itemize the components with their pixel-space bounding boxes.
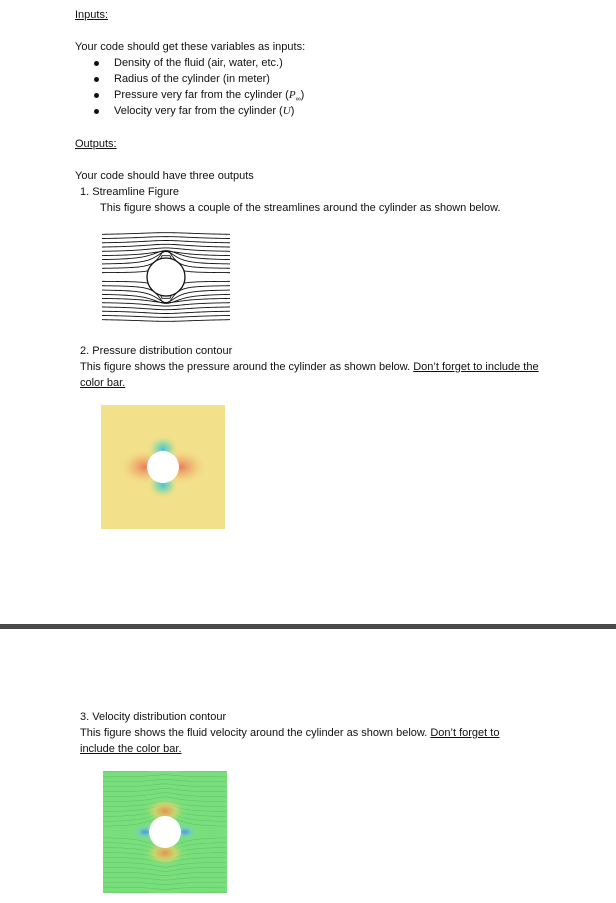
input-item-velocity (114, 104, 294, 118)
output-3-desc (80, 726, 499, 740)
streamline (102, 320, 230, 322)
outputs-intro: Your code should have three outputs (75, 170, 254, 182)
streamline (102, 244, 230, 247)
cylinder (147, 451, 179, 483)
streamline-figure (100, 232, 232, 322)
streamline (102, 311, 230, 313)
cylinder-outline (147, 258, 185, 296)
page-separator (0, 624, 616, 629)
bullet-icon (94, 93, 99, 98)
streamline (102, 298, 230, 302)
output-2-desc-text: This figure shows the pressure around the cylinder as shown below. (80, 361, 414, 373)
pressure-contour-figure (101, 405, 225, 529)
streamline (102, 241, 230, 243)
pressure-symbol: P (288, 89, 296, 101)
input-item-density: Density of the fluid (air, water, etc.) (114, 57, 283, 69)
output-2-colorbar-note-cont: color bar. (80, 377, 126, 389)
output-3-desc-text: This figure shows the fluid velocity around the cylinder as shown below. (80, 727, 431, 739)
output-2-desc (80, 360, 539, 374)
inputs-intro: Your code should get these variables as inputs: (75, 41, 306, 53)
streamline (102, 233, 230, 235)
pressure-subscript: ∞ (295, 96, 301, 104)
streamline (102, 315, 230, 317)
velocity-symbol: U (282, 105, 291, 117)
output-3-colorbar-note: Don’t forget to (430, 727, 500, 739)
bullet-icon (94, 109, 99, 114)
velocity-contour-figure (103, 771, 227, 893)
output-2-colorbar-note: Don’t forget to include the (413, 361, 539, 373)
output-1-title: 1. Streamline Figure (80, 186, 180, 198)
close-paren: ) (290, 105, 295, 117)
close-paren: ) (300, 89, 305, 101)
streamline (102, 237, 230, 239)
cylinder (149, 816, 181, 848)
input-item-velocity-label: Velocity very far from the cylinder ( (114, 105, 283, 117)
input-item-pressure-label: Pressure very far from the cylinder ( (114, 89, 289, 101)
output-1-desc: This figure shows a couple of the streamlines around the cylinder as shown below. (100, 202, 501, 214)
streamline (102, 307, 230, 310)
outputs-heading: Outputs: (75, 138, 117, 150)
bullet-icon (94, 77, 99, 82)
output-2-title: 2. Pressure distribution contour (80, 345, 233, 357)
input-item-radius: Radius of the cylinder (in meter) (114, 73, 270, 85)
output-3-title: 3. Velocity distribution contour (80, 711, 227, 723)
output-3-colorbar-note-cont: include the color bar. (80, 743, 182, 755)
bullet-icon (94, 61, 99, 66)
streamline (102, 251, 230, 255)
inputs-heading: Inputs: (75, 9, 109, 21)
